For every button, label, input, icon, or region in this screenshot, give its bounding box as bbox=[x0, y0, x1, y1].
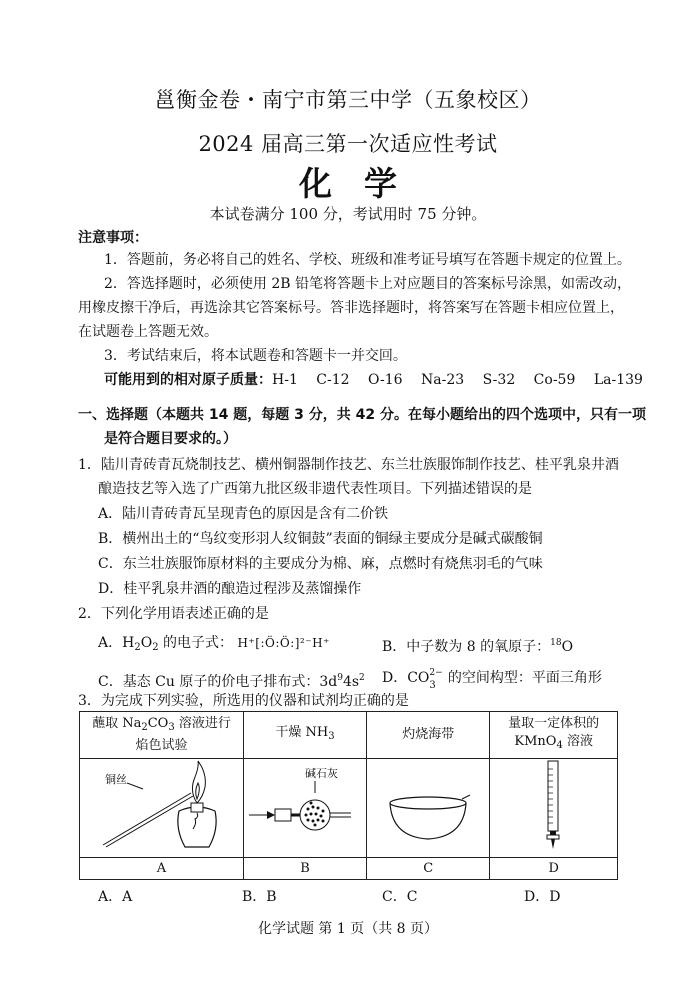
q1-option-d: D．桂平乳泉井酒的酿造过程涉及蒸馏操作 bbox=[98, 581, 362, 597]
notice-heading: 注意事项： bbox=[78, 230, 148, 246]
atomic-masses-label: 可能用到的相对原子质量： bbox=[104, 372, 272, 388]
q1-option-c: C．东兰壮族服饰原材料的主要成分为棉、麻，点燃时有烧焦羽毛的气味 bbox=[98, 556, 543, 572]
q1-stem-a: 1．陆川青砖青瓦烧制技艺、横州铜器制作技艺、东兰壮族服饰制作技艺、桂平乳泉井酒 bbox=[78, 457, 619, 473]
q2-option-b: B．中子数为 8 的氧原子：$^{18}$O bbox=[382, 638, 574, 655]
lamp-flame bbox=[193, 761, 206, 803]
q2-option-c: C．基态 Cu 原子的价电子排布式：$3d^94s^2$ bbox=[98, 673, 365, 690]
copper-wire-label: 铜丝 bbox=[105, 773, 128, 786]
q1-option-b: B．横州出土的“鸟纹变形羽人纹铜鼓”表面的铜绿主要成分是碱式碳酸铜 bbox=[98, 531, 543, 547]
atomic-masses bbox=[104, 370, 643, 390]
q2-option-a: A．$H_2O_2$ 的电子式： H⁺[:Ö:Ö:]²⁻H⁺ bbox=[98, 635, 330, 653]
evaporating-dish-diagram bbox=[368, 759, 488, 853]
q2-option-d: D．CO 2− 3 的空间构型：平面三角形 bbox=[382, 668, 602, 691]
q3-label-c: C bbox=[367, 858, 490, 880]
notice-item-2c: 在试题卷上答题无效。 bbox=[78, 324, 218, 340]
notice-item-2a: 2．答选择题时，必须使用 2B 铅笔将答题卡上对应题目的答案标号涂黑，如需改动， bbox=[104, 276, 632, 292]
alcohol-lamp-flame-test-diagram bbox=[81, 759, 241, 853]
q1-stem-b: 酿造技艺等入选了广西第九批区级非遗代表性项目。下列描述错误的是 bbox=[98, 481, 532, 497]
q3-figure-c bbox=[367, 759, 490, 858]
notice-item-3: 3．考试结束后，将本试题卷和答题卡一并交回。 bbox=[104, 348, 407, 364]
q2-stem: 2．下列化学用语表述正确的是 bbox=[78, 606, 269, 622]
exam-info: 本试卷满分 100 分，考试用时 75 分钟。 bbox=[209, 205, 487, 223]
q3-stem: 3．为完成下列实验，所选用的仪器和试剂均正确的是 bbox=[78, 693, 409, 709]
q3-figure-d bbox=[490, 759, 618, 858]
burette-tube bbox=[548, 761, 558, 831]
q3-header-d: 量取一定体积的 KMnO$_4$ 溶液 bbox=[490, 712, 618, 759]
q3-answer-b: B．B bbox=[242, 889, 277, 905]
section-heading-a: 一、选择题（本题共 14 题，每题 3 分，共 42 分。在每小题给出的四个选项中，只有一项 bbox=[78, 407, 646, 423]
q3-answer-d: D．D bbox=[524, 889, 561, 905]
atomic-masses-values: H-1 C-12 O-16 Na-23 S-32 Co-59 La-139 bbox=[272, 372, 643, 388]
q3-answer-c: C．C bbox=[382, 889, 418, 905]
q3-figure-b bbox=[243, 759, 366, 858]
electron-formula: H⁺[:Ö:Ö:]²⁻H⁺ bbox=[237, 636, 330, 650]
q3-header-b: 干燥 $NH_3$ bbox=[243, 712, 366, 759]
alcohol-lamp-neck bbox=[191, 803, 203, 812]
rubber-stopper bbox=[275, 809, 291, 821]
q3-figure-a bbox=[80, 759, 244, 858]
page-footer: 化学试题 第 1 页（共 8 页） bbox=[257, 921, 439, 937]
drying-tube-diagram bbox=[245, 759, 365, 853]
q3-header-c: 灼烧海带 bbox=[367, 712, 490, 759]
soda-lime-label: 碱石灰 bbox=[305, 767, 339, 780]
notice-item-1: 1．答题前，务必将自己的姓名、学校、班级和准考证号填写在答题卡规定的位置上。 bbox=[104, 252, 631, 268]
q3-header-a: 蘸取 $Na_2CO_3$ 溶液进行 焰色试验 bbox=[80, 712, 244, 759]
burette-stopcock bbox=[547, 835, 559, 839]
exam-title-line2: 2024 届高三第一次适应性考试 bbox=[198, 132, 498, 156]
label-pointer bbox=[127, 783, 143, 789]
q3-label-a: A bbox=[80, 858, 244, 880]
notice-item-2b: 用橡皮擦干净后，再选涂其它答案标号。答非选择题时，将答案写在答题卡相应位置上， bbox=[78, 300, 624, 316]
q3-label-d: D bbox=[490, 858, 618, 880]
section-heading-b: 是符合题目要求的。） bbox=[104, 431, 237, 447]
q3-label-b: B bbox=[243, 858, 366, 880]
burette-diagram bbox=[494, 759, 614, 853]
q1-option-a: A．陆川青砖青瓦呈现青色的原因是含有二价铁 bbox=[98, 506, 389, 522]
q3-answer-a: A．A bbox=[98, 889, 133, 905]
q3-apparatus-table bbox=[79, 711, 618, 880]
subject-title: 化学 bbox=[299, 164, 429, 203]
exam-title-line1: 邕衡金卷・南宁市第三中学（五象校区） bbox=[154, 88, 542, 112]
